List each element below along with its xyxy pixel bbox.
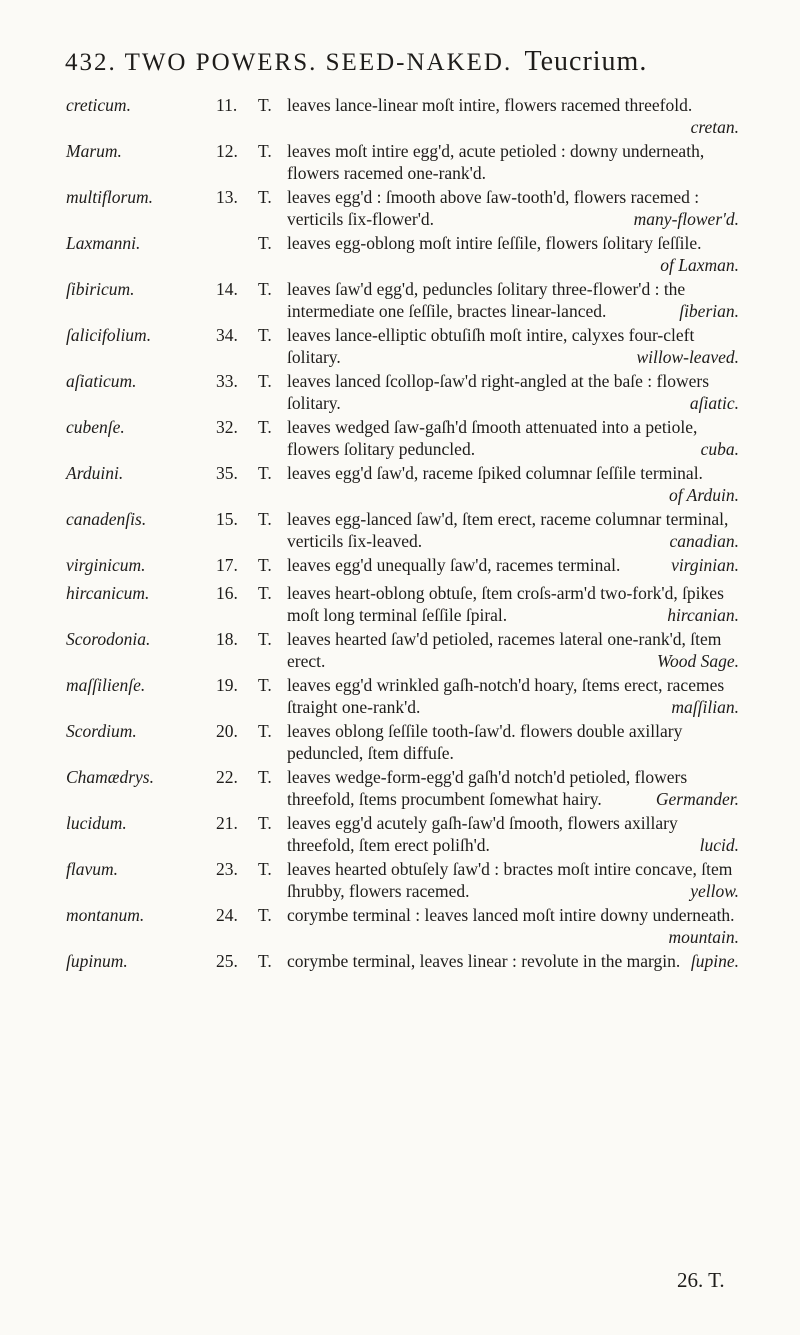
common-name: many-flower'd. [633,209,739,229]
entry-description [287,462,739,506]
entry-description [287,508,739,552]
entry-text: leaves hearted ſaw'd petioled, racemes lateral one-rank'd, ſtem erect. [287,629,722,671]
species-entry [0,554,800,580]
species-name: cubenſe. [66,417,125,437]
species-list [0,94,800,978]
species-name: virginicum. [66,555,146,575]
common-name: of Arduin. [668,485,739,505]
species-entry [0,858,800,902]
entry-description [287,904,739,948]
entry-description [287,232,739,276]
common-name: hircanian. [667,605,739,625]
entry-text: leaves lance-linear moſt intire, flowers racemed threefold. [287,95,693,115]
species-entry [0,462,800,506]
genus-letter: T. [258,905,272,925]
entry-text: leaves wedged ſaw-gaſh'd ſmooth attenuated into a petiole, flowers ſolitary peduncled. [287,417,698,459]
species-entry [0,140,800,184]
species-name: multiflorum. [66,187,154,207]
page-number: 432. [65,49,117,76]
genus-letter: T. [258,629,272,649]
entry-description [287,554,739,576]
common-name: canadian. [669,531,739,551]
entry-description [287,416,739,460]
genus-letter: T. [258,463,272,483]
entry-text: leaves egg'd : ſmooth above ſaw-tooth'd, flowers racemed : verticils ſix-flower'd. [287,187,700,229]
common-name: willow-leaved. [636,347,739,367]
catchword: 26. T. [677,1268,725,1292]
genus-letter: T. [258,187,272,207]
species-entry [0,720,800,764]
entry-number: 22. [216,767,238,787]
species-entry [0,370,800,414]
common-name: cretan. [690,117,739,137]
common-name: cuba. [700,439,739,459]
species-entry [0,628,800,672]
genus-letter: T. [258,813,272,833]
entry-number: 34. [216,325,238,345]
genus-letter: T. [258,371,272,391]
entry-text: leaves egg'd unequally ſaw'd, racemes terminal. [287,555,621,575]
entry-text: leaves egg'd wrinkled gaſh-notch'd hoary, ſtems erect, racemes ſtraight one-rank'd. [287,675,725,717]
genus-letter: T. [258,767,272,787]
genus-letter: T. [258,141,272,161]
entry-text: leaves lance-elliptic obtuſiſh moſt intire, calyxes four-cleft ſolitary. [287,325,695,367]
species-entry [0,674,800,718]
entry-description [287,582,739,626]
genus-letter: T. [258,509,272,529]
species-entry [0,904,800,948]
species-entry [0,508,800,552]
species-entry [0,324,800,368]
entry-description [287,186,739,230]
species-name: creticum. [66,95,131,115]
genus-letter: T. [258,95,272,115]
entry-description [287,950,739,972]
common-name: maſſilian. [671,697,739,717]
entry-text: leaves lanced ſcollop-ſaw'd right-angled at the baſe : flowers ſolitary. [287,371,710,413]
species-entry [0,812,800,856]
common-name: ſiberian. [679,301,739,321]
species-entry [0,950,800,976]
entry-text: leaves hearted obtuſely ſaw'd : bractes moſt intire concave, ſtem ſhrubby, flowers racemed. [287,859,733,901]
entry-number: 13. [216,187,238,207]
species-entry [0,232,800,276]
entry-text: leaves egg'd acutely gaſh-ſaw'd ſmooth, flowers axillary threefold, ſtem erect poliſh'd. [287,813,678,855]
entry-description [287,370,739,414]
species-name: Chamædrys. [66,767,154,787]
entry-text: leaves egg'd ſaw'd, raceme ſpiked columnar ſeſſile terminal. [287,463,703,483]
entry-description [287,140,739,184]
entry-description [287,94,739,138]
entry-number: 12. [216,141,238,161]
entry-description [287,628,739,672]
genus-letter: T. [258,417,272,437]
genus-letter: T. [258,279,272,299]
common-name: lucid. [699,835,739,855]
species-entry [0,94,800,138]
entry-description [287,720,739,764]
entry-number: 23. [216,859,238,879]
header-title: TWO POWERS. SEED-NAKED. [124,49,513,76]
entry-number: 21. [216,813,238,833]
species-name: lucidum. [66,813,127,833]
species-name: Laxmanni. [66,233,141,253]
genus-letter: T. [258,721,272,741]
entry-text: corymbe terminal : leaves lanced moſt intire downy underneath. [287,905,735,925]
species-name: Scorodonia. [66,629,151,649]
common-name: Germander. [655,789,739,809]
entry-number: 35. [216,463,238,483]
species-entry [0,582,800,626]
genus-letter: T. [258,675,272,695]
common-name: aſiatic. [689,393,739,413]
running-header [65,46,740,78]
entry-text: leaves ſaw'd egg'd, peduncles ſolitary three-flower'd : the intermediate one ſeſſile, bractes linear-lanced. [287,279,686,321]
entry-number: 25. [216,951,238,971]
entry-number: 32. [216,417,238,437]
entry-text: leaves heart-oblong obtuſe, ſtem croſs-arm'd two-fork'd, ſpikes moſt long terminal ſeſſile ſpiral. [287,583,724,625]
species-name: ſupinum. [66,951,128,971]
header-genus: Teucrium. [524,46,648,77]
entry-number: 33. [216,371,238,391]
genus-letter: T. [258,233,272,253]
entry-description [287,278,739,322]
species-entry [0,278,800,322]
entry-description [287,766,739,810]
common-name: ſupine. [690,951,739,971]
species-entry [0,416,800,460]
entry-number: 16. [216,583,238,603]
entry-description [287,324,739,368]
genus-letter: T. [258,555,272,575]
genus-letter: T. [258,951,272,971]
entry-number: 11. [216,95,238,115]
entry-text: leaves oblong ſeſſile tooth-ſaw'd. flowers double axillary peduncled, ſtem diffuſe. [287,721,683,763]
entry-description [287,812,739,856]
genus-letter: T. [258,325,272,345]
entry-number: 15. [216,509,238,529]
entry-text: leaves egg-oblong moſt intire ſeſſile, flowers ſolitary ſeſſile. [287,233,702,253]
entry-number: 14. [216,279,238,299]
common-name: yellow. [690,881,739,901]
entry-text: leaves wedge-form-egg'd gaſh'd notch'd petioled, flowers threefold, ſtems procumbent ſomewhat hairy. [287,767,688,809]
entry-text: leaves egg-lanced ſaw'd, ſtem erect, raceme columnar terminal, verticils ſix-leaved. [287,509,729,551]
species-entry [0,766,800,810]
species-name: ſalicifolium. [66,325,152,345]
species-name: flavum. [66,859,119,879]
species-name: Marum. [66,141,122,161]
entry-text: corymbe terminal, leaves linear : revolute in the margin. [287,951,681,971]
species-name: canadenſis. [66,509,147,529]
common-name: of Laxman. [660,255,739,275]
entry-number: 19. [216,675,238,695]
entry-number: 24. [216,905,238,925]
common-name: Wood Sage. [657,651,739,671]
species-name: hircanicum. [66,583,150,603]
species-name: Scordium. [66,721,137,741]
entry-number: 17. [216,555,238,575]
entry-description [287,674,739,718]
common-name: virginian. [671,555,739,575]
entry-number: 18. [216,629,238,649]
species-name: Arduini. [66,463,124,483]
genus-letter: T. [258,583,272,603]
common-name: mountain. [668,927,739,947]
species-name: montanum. [66,905,145,925]
entry-text: leaves moſt intire egg'd, acute petioled : downy underneath, flowers racemed one-rank'd. [287,141,705,183]
genus-letter: T. [258,859,272,879]
entry-description [287,858,739,902]
species-name: aſiaticum. [66,371,137,391]
species-name: maſſilienſe. [66,675,146,695]
entry-number: 20. [216,721,238,741]
species-entry [0,186,800,230]
species-name: ſibiricum. [66,279,135,299]
